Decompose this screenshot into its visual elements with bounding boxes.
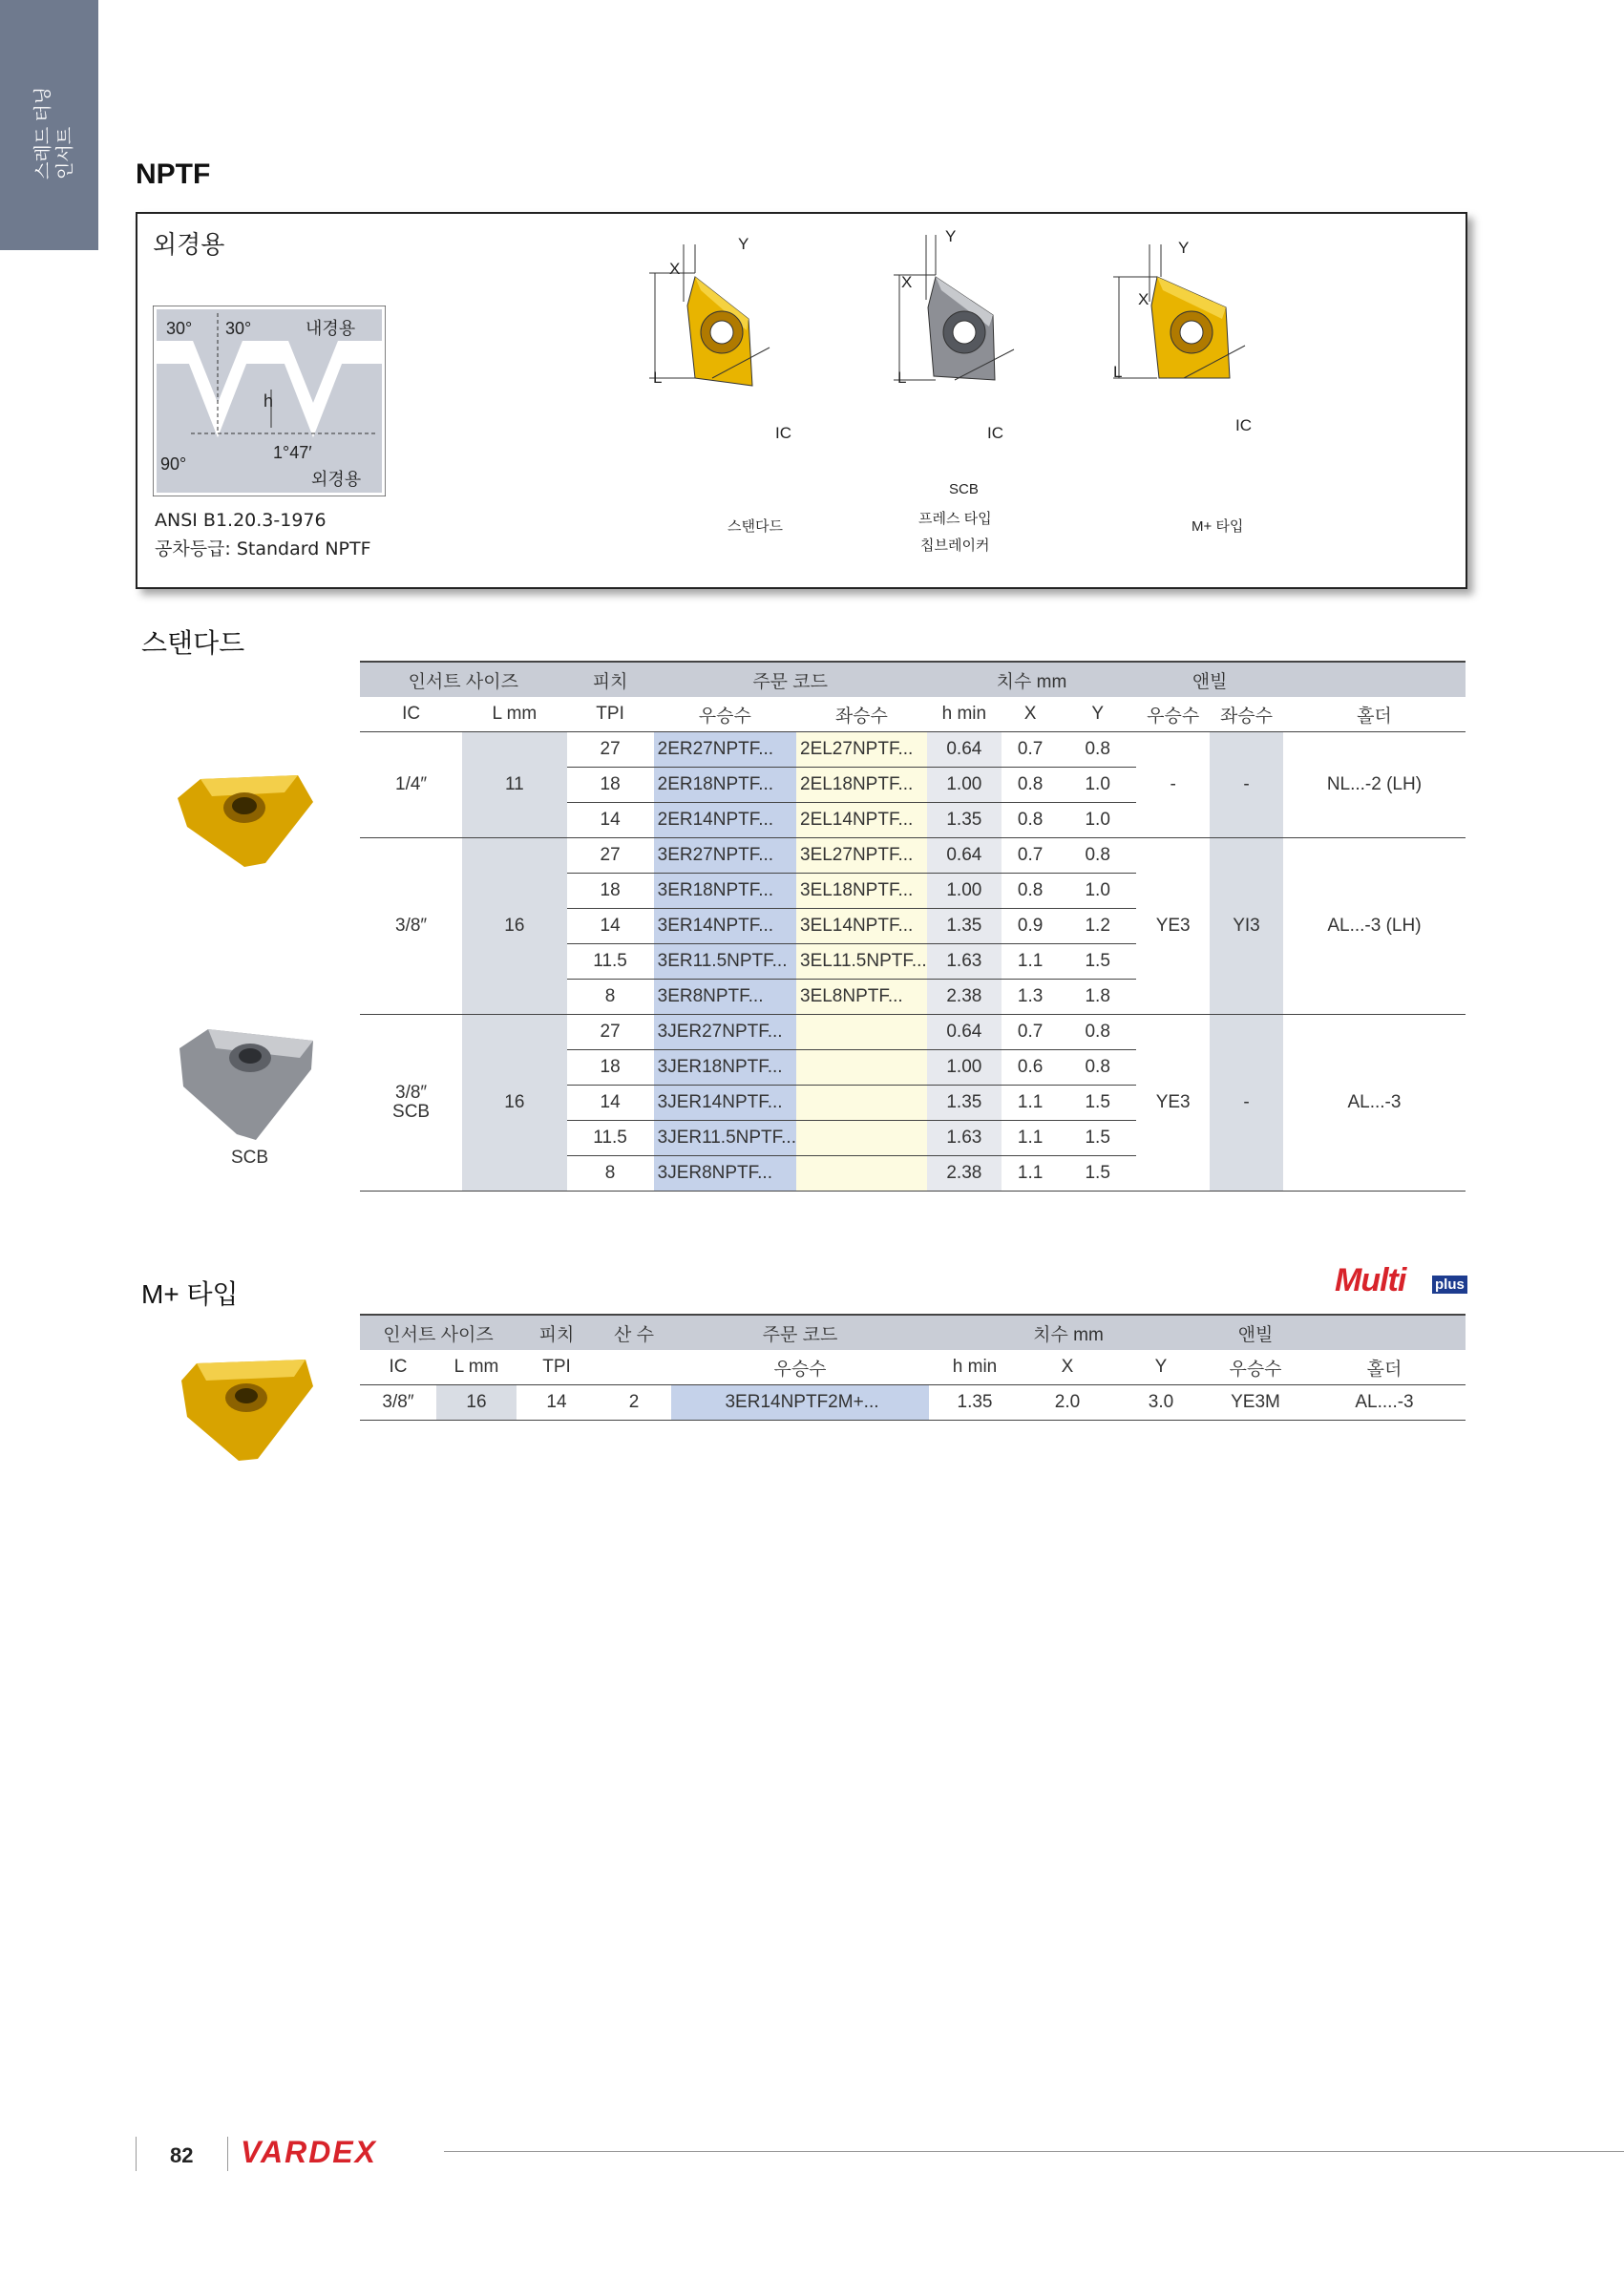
dim-y-2: Y xyxy=(945,227,957,245)
cell-h: 1.35 xyxy=(927,1086,1002,1121)
multiplus-logo-sub: plus xyxy=(1432,1276,1467,1294)
cell-anvil-right: YE3 xyxy=(1136,838,1210,1015)
dim-ic-2: IC xyxy=(987,424,1003,442)
hdr-teeth: 산 수 xyxy=(597,1315,671,1350)
cell-y: 1.5 xyxy=(1059,944,1136,980)
insert-standard-photo xyxy=(172,764,325,869)
insert-mplus-drawing xyxy=(1111,235,1274,426)
cell-h: 1.00 xyxy=(927,1050,1002,1086)
cell-anvil-left: - xyxy=(1210,1015,1283,1192)
cell-y: 0.8 xyxy=(1059,1050,1136,1086)
table-header-row xyxy=(360,697,1466,732)
cell-tpi: 18 xyxy=(567,1050,654,1086)
external-label: 외경용 xyxy=(153,230,225,259)
cell-tpi: 18 xyxy=(567,874,654,909)
cell-code-left: 2EL18NPTF... xyxy=(796,768,927,803)
cell-x: 1.1 xyxy=(1002,1156,1059,1192)
hdr-ic: IC xyxy=(360,697,462,732)
scb-photo-label: SCB xyxy=(231,1148,269,1168)
cell-y: 1.0 xyxy=(1059,874,1136,909)
cell-code-left: 3EL11.5NPTF... xyxy=(796,944,927,980)
cell-code-right: 2ER18NPTF... xyxy=(654,768,796,803)
cell-code-right: 3ER18NPTF... xyxy=(654,874,796,909)
cell-x: 1.3 xyxy=(1002,980,1059,1015)
dim-ic-3: IC xyxy=(1235,416,1252,434)
multiplus-logo xyxy=(1335,1262,1466,1300)
cell-code-right: 3JER14NPTF... xyxy=(654,1086,796,1121)
hdr-tpi: TPI xyxy=(517,1350,597,1385)
cell-y: 0.8 xyxy=(1059,838,1136,874)
cell-holder: AL...-3 (LH) xyxy=(1283,838,1466,1015)
cell-x: 0.8 xyxy=(1002,768,1059,803)
caption-scb-1: SCB xyxy=(949,481,979,497)
hdr-x: X xyxy=(1021,1350,1114,1385)
hdr-anvil: 앤빌 xyxy=(1208,1315,1303,1350)
cell-anvil-left: YI3 xyxy=(1210,838,1283,1015)
cell-holder: AL....-3 xyxy=(1303,1385,1466,1421)
standard-line1: ANSI B1.20.3-1976 xyxy=(155,510,327,531)
cell-tpi: 27 xyxy=(567,1015,654,1050)
dim-l-1: L xyxy=(653,369,663,387)
cell-tpi: 11.5 xyxy=(567,944,654,980)
cell-teeth: 2 xyxy=(597,1385,671,1421)
hdr-hmin: h min xyxy=(929,1350,1021,1385)
cell-x: 0.7 xyxy=(1002,1015,1059,1050)
hdr-x: X xyxy=(1002,697,1059,732)
dim-ic-1: IC xyxy=(775,424,791,442)
standard-line2: 공차등급: Standard NPTF xyxy=(155,538,371,559)
cell-y: 1.0 xyxy=(1059,803,1136,838)
cell-code-right: 3ER11.5NPTF... xyxy=(654,944,796,980)
cell-h: 0.64 xyxy=(927,838,1002,874)
cell-h: 1.63 xyxy=(927,944,1002,980)
cell-x: 1.1 xyxy=(1002,944,1059,980)
cell-code-right: 3ER27NPTF... xyxy=(654,838,796,874)
table-row xyxy=(360,732,1466,768)
cell-code-left xyxy=(796,1050,927,1086)
mplus-spec-table xyxy=(360,1314,1466,1421)
footer-divider-right xyxy=(227,2137,228,2171)
cell-code-right: 2ER14NPTF... xyxy=(654,803,796,838)
cell-code-left: 3EL8NPTF... xyxy=(796,980,927,1015)
h-label: h xyxy=(264,391,274,411)
side-tab-text xyxy=(32,87,76,179)
hdr-anvil-right: 우승수 xyxy=(1136,697,1210,732)
cell-y: 1.2 xyxy=(1059,909,1136,944)
table-row xyxy=(360,1385,1466,1421)
cell-y: 0.8 xyxy=(1059,732,1136,768)
cell-code-right: 3JER11.5NPTF... xyxy=(654,1121,796,1156)
dim-y-3: Y xyxy=(1178,239,1190,257)
cell-holder: NL...-2 (LH) xyxy=(1283,732,1466,838)
cell-h: 0.64 xyxy=(927,732,1002,768)
cell-l: 16 xyxy=(462,1015,566,1192)
cell-l: 16 xyxy=(462,838,566,1015)
brand-logo: VARDEX xyxy=(241,2135,377,2169)
dim-x-1: X xyxy=(669,260,681,278)
cell-tpi: 27 xyxy=(567,838,654,874)
side-tab-line2: 인서트 xyxy=(55,126,75,179)
cell-code-left xyxy=(796,1086,927,1121)
cell-tpi: 8 xyxy=(567,1156,654,1192)
cell-code-right: 3JER27NPTF... xyxy=(654,1015,796,1050)
table-header-row xyxy=(360,1350,1466,1385)
dim-y-1: Y xyxy=(738,235,749,253)
hdr-dims: 치수 mm xyxy=(927,662,1137,697)
hdr-dims: 치수 mm xyxy=(929,1315,1208,1350)
caption-scb-2: 프레스 타입 xyxy=(918,511,992,527)
cell-h: 1.63 xyxy=(927,1121,1002,1156)
cell-holder: AL...-3 xyxy=(1283,1015,1466,1192)
cell-ic: 3/8″ xyxy=(360,1385,436,1421)
cell-tpi: 11.5 xyxy=(567,1121,654,1156)
caption-mplus: M+ 타입 xyxy=(1192,518,1244,535)
dim-x-2: X xyxy=(901,273,913,291)
hdr-blank xyxy=(1303,1315,1466,1350)
taper-label: 1°47′ xyxy=(273,443,312,462)
footer-divider-left xyxy=(136,2137,137,2171)
hdr-left: 좌승수 xyxy=(796,697,927,732)
insert-mplus-photo xyxy=(172,1354,321,1465)
cell-h: 2.38 xyxy=(927,980,1002,1015)
cell-ic: 3/8″ xyxy=(360,838,462,1015)
multiplus-logo-main: Multi xyxy=(1335,1262,1406,1298)
cell-tpi: 8 xyxy=(567,980,654,1015)
insert-scb-drawing xyxy=(892,227,1054,428)
caption-standard: 스탠다드 xyxy=(728,518,783,535)
cell-anvil-left: - xyxy=(1210,732,1283,838)
cell-y: 1.8 xyxy=(1059,980,1136,1015)
cell-code-right: 3JER8NPTF... xyxy=(654,1156,796,1192)
cell-tpi: 27 xyxy=(567,732,654,768)
cell-code-left: 2EL14NPTF... xyxy=(796,803,927,838)
cell-y: 1.0 xyxy=(1059,768,1136,803)
cell-anvil-right: - xyxy=(1136,732,1210,838)
cell-h: 2.38 xyxy=(927,1156,1002,1192)
cell-anvil-right: YE3 xyxy=(1136,1015,1210,1192)
cell-y: 3.0 xyxy=(1114,1385,1208,1421)
hdr-pitch: 피치 xyxy=(567,662,654,697)
hdr-insert-size: 인서트 사이즈 xyxy=(360,662,567,697)
cell-x: 1.1 xyxy=(1002,1086,1059,1121)
cell-code-left xyxy=(796,1015,927,1050)
cell-x: 1.1 xyxy=(1002,1121,1059,1156)
angle-right-label: 30° xyxy=(225,319,252,338)
dim-l-2: L xyxy=(897,369,907,387)
standard-spec-table xyxy=(360,661,1466,1192)
hdr-insert-size: 인서트 사이즈 xyxy=(360,1315,517,1350)
cell-x: 0.6 xyxy=(1002,1050,1059,1086)
cell-code-right: 3ER8NPTF... xyxy=(654,980,796,1015)
cell-code-left: 3EL18NPTF... xyxy=(796,874,927,909)
footer-rule xyxy=(444,2151,1624,2152)
right-angle-label: 90° xyxy=(160,454,187,474)
table-row xyxy=(360,1015,1466,1050)
cell-tpi: 14 xyxy=(567,1086,654,1121)
external-profile-label: 외경용 xyxy=(311,470,362,489)
cell-y: 1.5 xyxy=(1059,1086,1136,1121)
cell-code-right: 3ER14NPTF... xyxy=(654,909,796,944)
hdr-lmm: L mm xyxy=(462,697,566,732)
cell-code-left: 3EL14NPTF... xyxy=(796,909,927,944)
cell-code-right: 3ER14NPTF2M+... xyxy=(671,1385,929,1421)
cell-tpi: 14 xyxy=(517,1385,597,1421)
cell-h: 1.35 xyxy=(927,909,1002,944)
side-section-tab xyxy=(0,0,98,250)
cell-code-right: 3JER18NPTF... xyxy=(654,1050,796,1086)
cell-x: 0.8 xyxy=(1002,803,1059,838)
hdr-anvil-left: 좌승수 xyxy=(1210,697,1283,732)
hdr-y: Y xyxy=(1059,697,1136,732)
hdr-teeth-blank xyxy=(597,1350,671,1385)
hdr-lmm: L mm xyxy=(436,1350,517,1385)
cell-tpi: 14 xyxy=(567,909,654,944)
section-mplus-title: M+ 타입 xyxy=(141,1279,239,1309)
page-number: 82 xyxy=(170,2143,194,2167)
cell-l: 11 xyxy=(462,732,566,838)
hdr-pitch: 피치 xyxy=(517,1315,597,1350)
cell-x: 0.7 xyxy=(1002,732,1059,768)
cell-h: 1.35 xyxy=(927,803,1002,838)
cell-code-left xyxy=(796,1156,927,1192)
cell-x: 0.9 xyxy=(1002,909,1059,944)
page-title: NPTF xyxy=(136,158,211,190)
table-row xyxy=(360,838,1466,874)
cell-x: 0.7 xyxy=(1002,838,1059,874)
hdr-holder: 홀더 xyxy=(1283,697,1466,732)
hdr-ic: IC xyxy=(360,1350,436,1385)
cell-tpi: 18 xyxy=(567,768,654,803)
cell-l: 16 xyxy=(436,1385,517,1421)
cell-x: 2.0 xyxy=(1021,1385,1114,1421)
cell-code-left: 2EL27NPTF... xyxy=(796,732,927,768)
hdr-blank xyxy=(1283,662,1466,697)
cell-tpi: 14 xyxy=(567,803,654,838)
cell-ic-line2: SCB xyxy=(392,1102,431,1122)
hdr-tpi: TPI xyxy=(567,697,654,732)
cell-h: 0.64 xyxy=(927,1015,1002,1050)
cell-y: 1.5 xyxy=(1059,1121,1136,1156)
hdr-anvil: 앤빌 xyxy=(1136,662,1283,697)
figure-box xyxy=(136,212,1467,589)
cell-ic xyxy=(360,1015,462,1192)
cell-h: 1.35 xyxy=(929,1385,1021,1421)
angle-left-label: 30° xyxy=(166,319,193,338)
dim-l-3: L xyxy=(1113,363,1123,381)
cell-anvil-right: YE3M xyxy=(1208,1385,1303,1421)
hdr-hmin: h min xyxy=(927,697,1002,732)
cell-y: 0.8 xyxy=(1059,1015,1136,1050)
cell-code-left: 3EL27NPTF... xyxy=(796,838,927,874)
internal-label: 내경용 xyxy=(306,319,356,338)
hdr-order-code: 주문 코드 xyxy=(654,662,927,697)
hdr-right: 우승수 xyxy=(671,1350,929,1385)
table-header-group-row xyxy=(360,1315,1466,1350)
insert-scb-photo xyxy=(170,1020,323,1144)
dim-x-3: X xyxy=(1138,290,1149,308)
caption-scb-3: 칩브레이커 xyxy=(920,538,990,554)
cell-y: 1.5 xyxy=(1059,1156,1136,1192)
hdr-right: 우승수 xyxy=(654,697,796,732)
cell-h: 1.00 xyxy=(927,874,1002,909)
hdr-order-code: 주문 코드 xyxy=(671,1315,929,1350)
hdr-holder: 홀더 xyxy=(1303,1350,1466,1385)
table-header-group-row xyxy=(360,662,1466,697)
side-tab-line1: 스레드 터닝 xyxy=(33,86,53,179)
hdr-y: Y xyxy=(1114,1350,1208,1385)
cell-ic-line1: 3/8″ xyxy=(395,1083,428,1103)
cell-code-right: 2ER27NPTF... xyxy=(654,732,796,768)
cell-x: 0.8 xyxy=(1002,874,1059,909)
cell-ic: 1/4″ xyxy=(360,732,462,838)
hdr-anvil-right: 우승수 xyxy=(1208,1350,1303,1385)
cell-h: 1.00 xyxy=(927,768,1002,803)
section-standard-title: 스탠다드 xyxy=(141,628,245,658)
cell-code-left xyxy=(796,1121,927,1156)
